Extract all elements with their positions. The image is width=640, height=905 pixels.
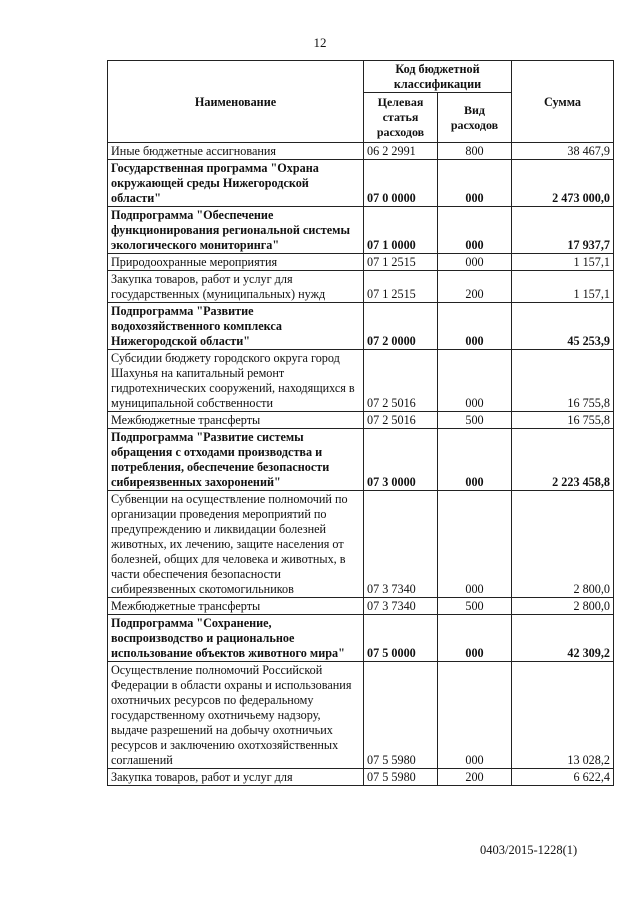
page-number: 12 [313, 35, 327, 50]
row-name: Иные бюджетные ассигнования [108, 143, 364, 160]
row-expense-kind: 000 [438, 662, 512, 769]
row-expense-kind: 000 [438, 350, 512, 412]
table-row [108, 491, 614, 598]
row-amount: 6 622,4 [512, 769, 614, 786]
row-target-article: 07 5 5980 [364, 769, 438, 786]
table-row [108, 271, 614, 303]
row-name: Подпрограмма "Развитие водохозяйственного комплекса Нижегородской области" [108, 303, 364, 350]
row-name: Осуществление полномочий Российской Федерации в области охраны и использования охотничьих ресурсов по федеральному государственному охотничьему надзору, выдаче разрешений на добычу охотничьих ресурсов и заключению охотхозяйственных соглашений [108, 662, 364, 769]
table-row [108, 615, 614, 662]
header-code-group: Код бюджетной классификации [364, 61, 512, 93]
row-amount: 2 800,0 [512, 491, 614, 598]
row-name: Подпрограмма "Сохранение, воспроизводство и рациональное использование объектов животного мира" [108, 615, 364, 662]
row-amount: 38 467,9 [512, 143, 614, 160]
row-amount: 2 473 000,0 [512, 160, 614, 207]
row-target-article: 07 1 2515 [364, 254, 438, 271]
budget-table [107, 60, 614, 786]
row-expense-kind: 000 [438, 254, 512, 271]
header-name: Наименование [108, 61, 364, 143]
table-row [108, 254, 614, 271]
row-expense-kind: 200 [438, 769, 512, 786]
table-row [108, 662, 614, 769]
row-expense-kind: 200 [438, 271, 512, 303]
row-target-article: 07 1 0000 [364, 207, 438, 254]
row-expense-kind: 500 [438, 598, 512, 615]
row-expense-kind: 000 [438, 491, 512, 598]
row-target-article: 07 1 2515 [364, 271, 438, 303]
row-amount: 1 157,1 [512, 271, 614, 303]
row-amount: 13 028,2 [512, 662, 614, 769]
row-expense-kind: 000 [438, 615, 512, 662]
table-row [108, 303, 614, 350]
row-expense-kind: 000 [438, 429, 512, 491]
table-row [108, 207, 614, 254]
table-row [108, 143, 614, 160]
row-target-article: 07 2 5016 [364, 350, 438, 412]
row-name: Межбюджетные трансферты [108, 412, 364, 429]
row-target-article: 07 3 7340 [364, 491, 438, 598]
row-name: Природоохранные мероприятия [108, 254, 364, 271]
row-target-article: 06 2 2991 [364, 143, 438, 160]
table-row [108, 160, 614, 207]
row-target-article: 07 3 7340 [364, 598, 438, 615]
table-row [108, 412, 614, 429]
row-name: Субсидии бюджету городского округа город Шахунья на капитальный ремонт гидротехнических сооружений, находящихся в муниципальной собственности [108, 350, 364, 412]
row-target-article: 07 2 0000 [364, 303, 438, 350]
row-name: Закупка товаров, работ и услуг для государственных (муниципальных) нужд [108, 271, 364, 303]
row-name: Государственная программа "Охрана окружающей среды Нижегородской области" [108, 160, 364, 207]
row-expense-kind: 800 [438, 143, 512, 160]
table-row [108, 429, 614, 491]
row-target-article: 07 3 0000 [364, 429, 438, 491]
row-expense-kind: 500 [438, 412, 512, 429]
row-target-article: 07 5 5980 [364, 662, 438, 769]
row-name: Закупка товаров, работ и услуг для [108, 769, 364, 786]
row-amount: 2 223 458,8 [512, 429, 614, 491]
row-amount: 1 157,1 [512, 254, 614, 271]
header-expense-kind: Вид расходов [438, 93, 512, 143]
row-target-article: 07 0 0000 [364, 160, 438, 207]
header-target-article: Целевая статья расходов [364, 93, 438, 143]
row-target-article: 07 5 0000 [364, 615, 438, 662]
row-amount: 16 755,8 [512, 412, 614, 429]
row-amount: 16 755,8 [512, 350, 614, 412]
row-amount: 42 309,2 [512, 615, 614, 662]
row-amount: 17 937,7 [512, 207, 614, 254]
row-amount: 45 253,9 [512, 303, 614, 350]
row-expense-kind: 000 [438, 160, 512, 207]
row-name: Подпрограмма "Обеспечение функционирования региональной системы экологического мониторинга" [108, 207, 364, 254]
row-amount: 2 800,0 [512, 598, 614, 615]
table-body [108, 143, 614, 786]
table-header [108, 61, 614, 143]
table-row [108, 769, 614, 786]
row-name: Межбюджетные трансферты [108, 598, 364, 615]
row-expense-kind: 000 [438, 303, 512, 350]
row-name: Субвенции на осуществление полномочий по организации проведения мероприятий по предупреждению и ликвидации болезней животных, их лечению, защите населения от болезней, общих для человека и животных, в части обеспечения безопасности сибиреязвенных скотомогильников [108, 491, 364, 598]
row-target-article: 07 2 5016 [364, 412, 438, 429]
table-row [108, 350, 614, 412]
document-code: 0403/2015-1228(1) [480, 843, 578, 857]
row-expense-kind: 000 [438, 207, 512, 254]
table-row [108, 598, 614, 615]
row-name: Подпрограмма "Развитие системы обращения с отходами производства и потребления, обеспечение безопасности сибиреязвенных захоронений" [108, 429, 364, 491]
header-amount: Сумма [512, 61, 614, 143]
